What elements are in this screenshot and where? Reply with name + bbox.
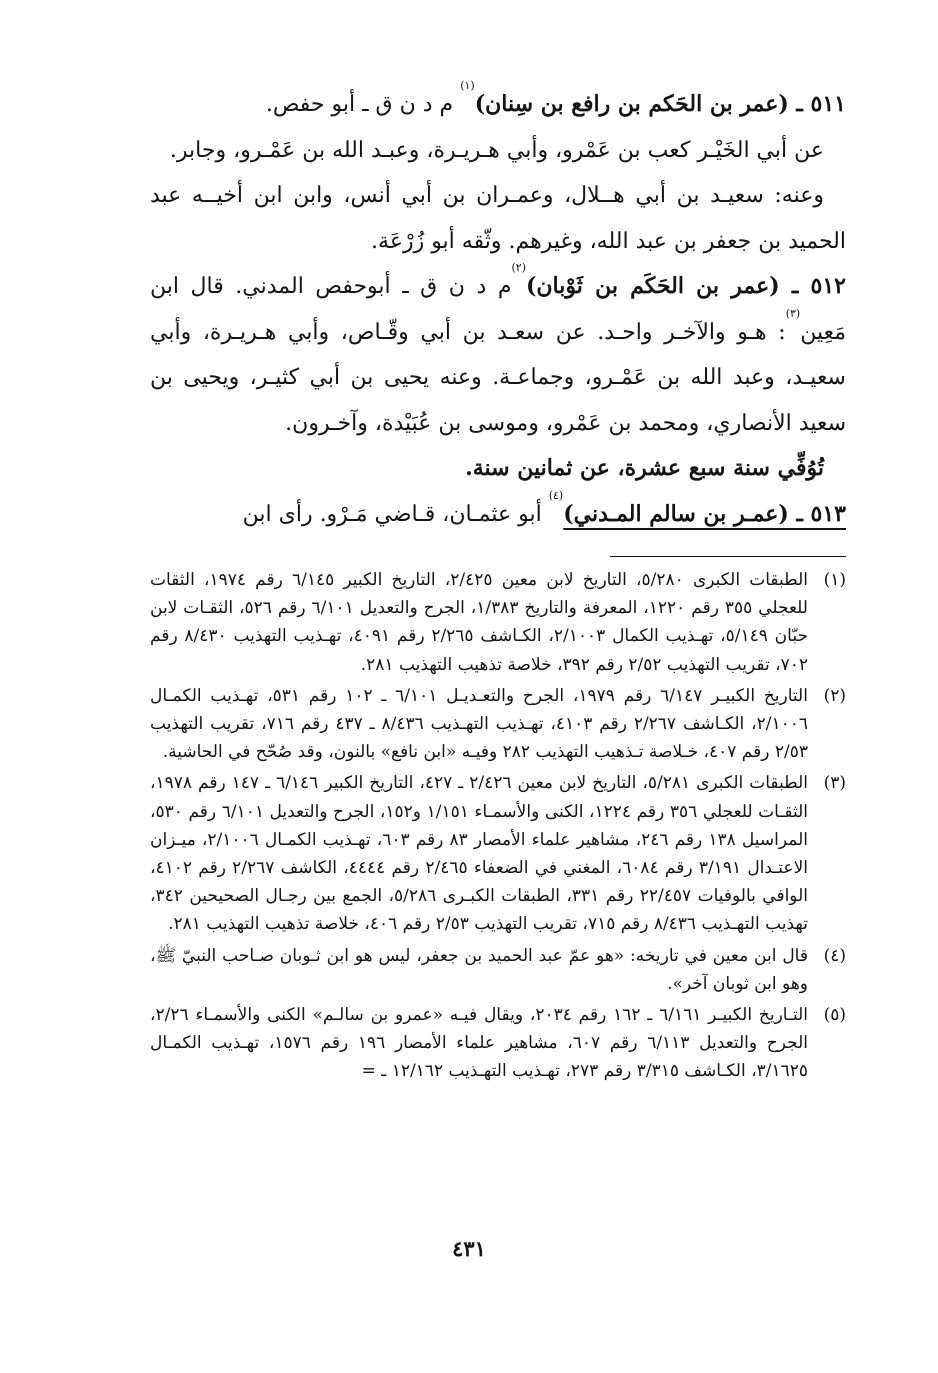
entry-511-tail: م د ن ق ـ أبو حفص. (265, 92, 461, 117)
entry-512-death: تُوُفِّي سنة سبع عشرة، عن ثمانين سنة. (465, 455, 824, 481)
footnote-ref-1: (١) (460, 79, 475, 92)
footnote-number: (٣) (823, 773, 846, 794)
page-number: ٤٣١ (452, 1236, 486, 1261)
footnote-separator (610, 556, 846, 557)
entry-512-body: : هـو والآخـر واحـد. عن سعـد بن أبي وقّـاص، وأبي هـريـرة، وأبي سعيـد، وعبد الله بن عَمْـرو، وجماعـة. وعنه يحيى بن أبي كثيـر، ويحيى بن سعيد الأنصاري، ومحمد بن عَمْرو، وموسى بن عُبَيْدة، وآخـرون. (150, 319, 846, 436)
footnote-text: التاريخ الكبيـر ٦/١٤٧ رقم ١٩٧٩، الجرح والتعـديـل ٦/١٠١ ـ ١٠٢ رقم ٥٣١، تهـذيب الكمـال ٢/١٠٠٦، الكـاشف ٢/٢٦٧ رقم ٤١٠٣، تهـذيب التهـذيب ٨/٤٣٦ ـ ٤٣٧ رقم ٧١٦، تقريب التهذيب ٢/٥٣ رقم ٤٠٧، خـلاصة تـذهيب التهذيب ٢٨٢ وفيـه «ابن نافع» بالنون، وقد صُحّح في الحاشية. (150, 685, 808, 763)
footnote-ref-2: (٢) (511, 261, 526, 274)
footnote-4 (150, 942, 846, 998)
footnote-5 (150, 1001, 846, 1086)
footnote-text: التـاريخ الكبيـر ٦/١٦١ ـ ١٦٢ رقم ٢٠٣٤، ويقال فيـه «عمرو بن سالـم» الكنى والأسمـاء ٢/٢٦، الجرح والتعديل ٦/١١٣ رقم ٦٠٧، مشاهير علماء الأمصار ١٩٦ رقم ١٥٧٦، تهـذيب الكمـال ٣/١٦٢٥، الكـاشف ٣/٣١٥ رقم ٢٧٣، تهـذيب التهـذيب ١٢/١٦٢ ـ = (150, 1005, 808, 1082)
entry-512-title: ٥١٢ ـ (عمر بن الحَكَم بن ثَوْبان) (525, 273, 846, 299)
entry-513-tail: أبو عثمـان، قـاضي مَـرْو. رأى ابن (242, 501, 549, 527)
footnote-3 (150, 769, 846, 938)
footnote-number: (٢) (823, 685, 846, 706)
footnote-number: (٤) (823, 945, 846, 966)
entry-513-header (150, 488, 846, 538)
footnote-ref-3: (٣) (785, 306, 801, 320)
footnote-number: (٥) (823, 1005, 846, 1026)
footnote-2 (150, 682, 846, 767)
entry-511-header (150, 79, 846, 128)
entry-511-students: وعنه: سعيـد بن أبي هــلال، وعمـران بن أبي أنس، وابن ابن أخيــه عبد الحميد بن جعفر بن عبد الله، وغيرهم. وثّقه أبو زُرْعَة. (150, 183, 846, 254)
footnote-ref-4: (٤) (548, 488, 564, 502)
footnote-text: الطبقات الكبرى ٥/٢٨٠، التاريخ لابن معين ٢/٤٢٥، التاريخ الكبير ٦/١٤٥ رقم ١٩٧٤، الثقات للعجلي ٣٥٥ رقم ١٢٢٠، المعرفة والتاريخ ١/٣٨٣، الجرح والتعديل ٦/١٠١ رقم ٥٢٦، الثقـات لابن حبّان ٥/١٤٩، تهـذيب الكمال ٢/١٠٠٣، الكـاشف ٢/٢٦٥ رقم ٤٠٩١، تهـذيب التهذيب ٨/٤٣٠ رقم ٧٠٢، تقريب التهذيب ٢/٥٢ رقم ٣٩٢، خلاصة تذهيب التهذيب ٢٨١. (150, 570, 808, 675)
entry-512-paragraph (150, 261, 846, 446)
entry-512-tail: م د ن ق ـ أبوحفص المدني. قال ابن مَعِين (150, 274, 846, 345)
entry-513-title: ٥١٣ ـ (عمـر بن سالم المـدني) (563, 500, 846, 527)
footnote-number: (١) (823, 570, 846, 590)
entry-511-teachers: عن أبي الخَيْـر كعب بن عَمْرو، وأبي هـريـرة، وعبـد الله بن عَمْـرو، وجابر. (169, 137, 824, 163)
footnotes (150, 566, 846, 1089)
entry-511-title: ٥١١ ـ (عمر بن الحَكم بن رافع بن سِنان) (474, 91, 846, 117)
footnote-text: الطبقات الكبرى ٥/٢٨١، التاريخ لابن معين ٢/٤٢٦ ـ ٤٢٧، التاريخ الكبير ٦/١٤٦ ـ ١٤٧ رقم ١٩٧٨، الثقـات للعجلي ٣٥٦ رقم ١٢٢٤، الكنى والأسمـاء ١/١٥١ و١٥٢، الجرح والتعديل ٦/١٠١ رقم ٥٣٠، المراسيل ١٣٨ رقم ٢٤٦، مشاهير علماء الأمصار ٨٣ رقم ٦٠٣، تهـذيب الكمـال ٢/١٠٠٦، ميـزان الاعتـدال ٣/١٩١ رقم ٦٠٨٤، المغني في الضعفاء ٢/٤٦٥ رقم ٤٤٤٤، الكاشف ٢/٢٦٧ رقم ٤١٠٢، الوافي بالوفيات ٢٢/٤٥٧ رقم ٣٣١، الطبقات الكبـرى ٥/٢٨٦، الجمع بين رجـال الصحيحين ٣٤٢، تهذيب التهـذيب ٨/٤٣٦ رقم ٧١٥، تقريب التهذيب ٢/٥٣ رقم ٤٠٦، خلاصة تذهيب التهذيب ٢٨١. (150, 773, 808, 935)
footnote-1 (150, 566, 846, 679)
main-text (150, 79, 846, 537)
footnote-text: قال ابن معين في تاريخه: «هو عمّ عبد الحميد بن جعفر، ليس هو ابن ثـوبان صـاحب النبيّ ﷺ، وهو ابن ثوبان آخر». (150, 945, 808, 994)
